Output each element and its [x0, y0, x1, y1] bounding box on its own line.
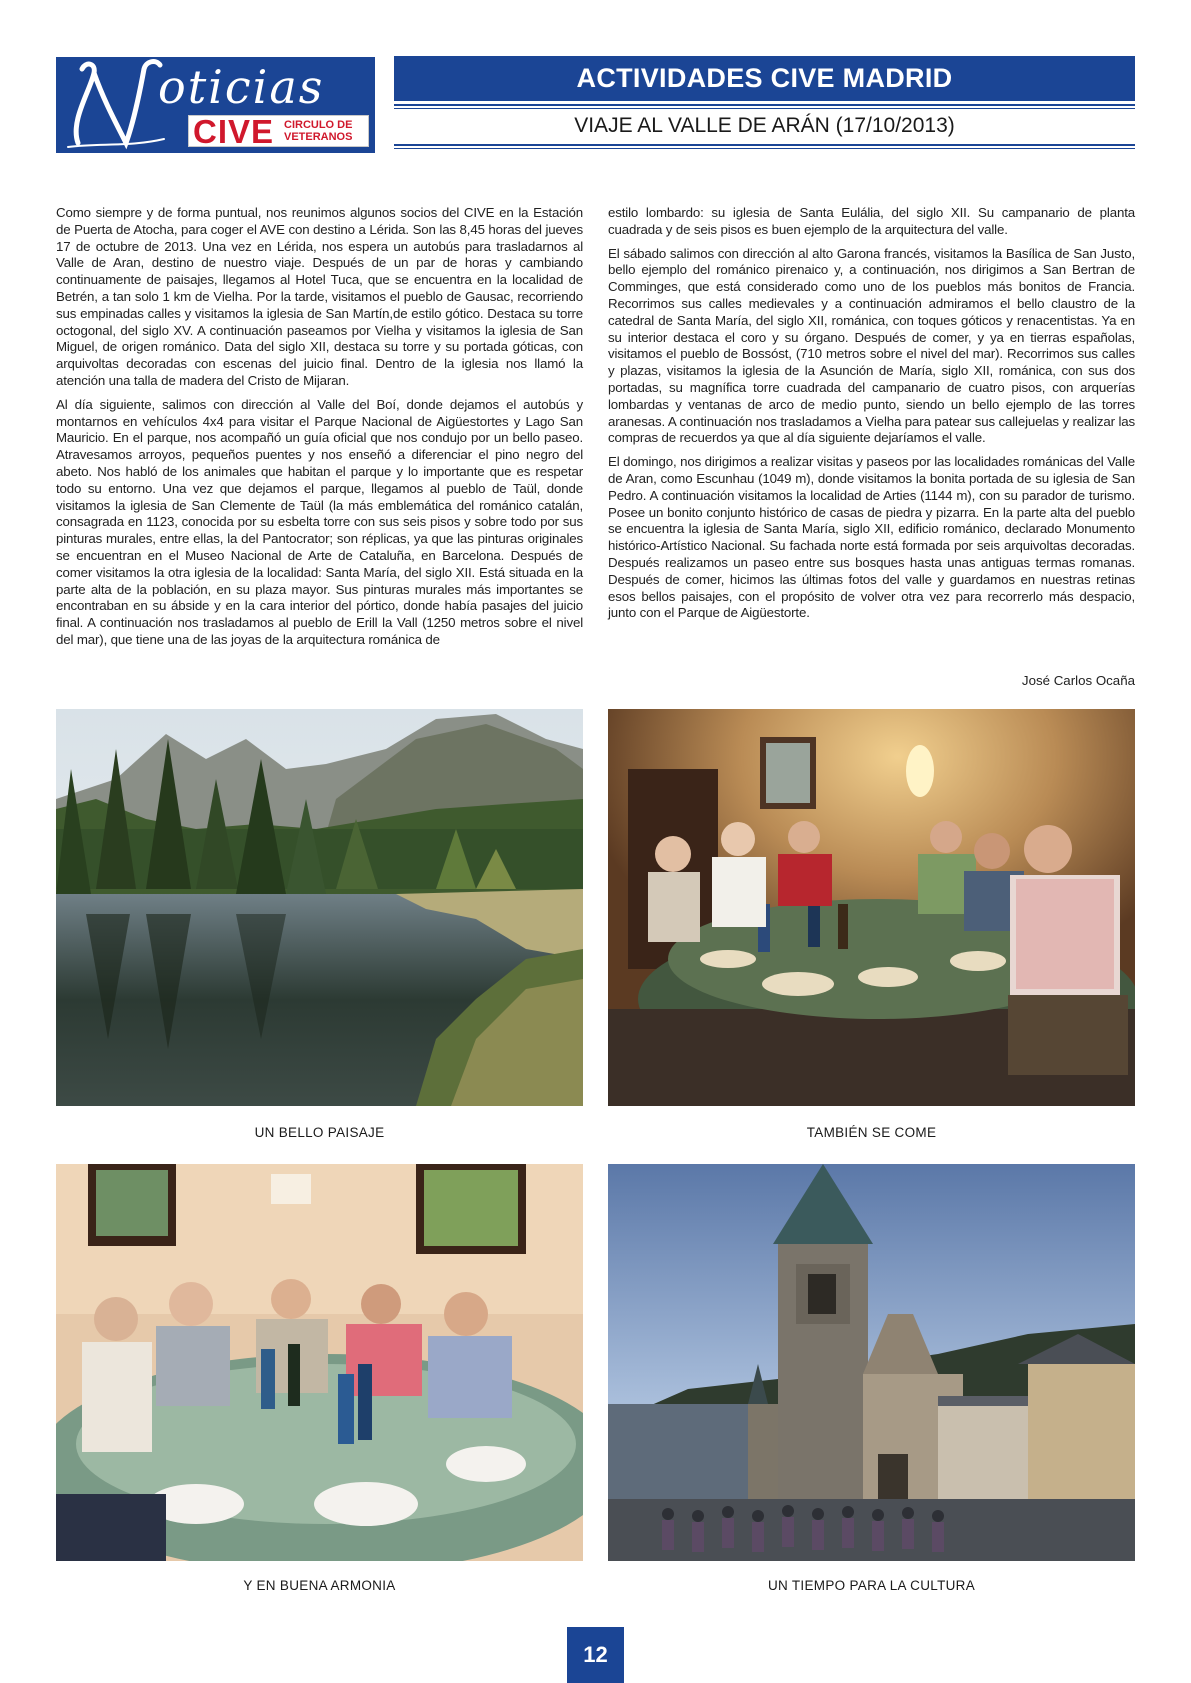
- photo-caption: TAMBIÉN SE COME: [806, 1125, 937, 1140]
- photo-landscape: [56, 709, 583, 1106]
- article-paragraph: estilo lombardo: su iglesia de Santa Eulália, del siglo XII. Su campanario de planta cuadrada y de seis pisos es buen ejemplo de la arquitectura del valle.: [608, 205, 1135, 237]
- photo-church: [608, 1164, 1135, 1561]
- article-column-left: [56, 205, 583, 656]
- logo-brand: CIVE: [193, 113, 275, 150]
- page-number: 12: [567, 1627, 624, 1683]
- photo-caption: UN BELLO PAISAJE: [254, 1125, 385, 1140]
- article-author: José Carlos Ocaña: [1021, 673, 1135, 688]
- header-rule: [394, 144, 1135, 146]
- article-paragraph: Al día siguiente, salimos con dirección al Valle del Boí, donde dejamos el autobús y montarnos en vehículos 4x4 para visitar el Parque Nacional de Aigüestortes y Lago San Mauricio. En el parque, nos acompañó un guía oficial que nos condujo por un bello paseo. Atravesamos arroyos, pequeños puentes y nos enseñó a diferenciar el pino negro del abeto. Nos habló de los animales que habitan el parque y lo importante que es respetar todo su entorno. Una vez que dejamos el parque, llegamos al pueblo de Taül, donde visitamos la iglesia de San Clemente de Taül (la más emblemática del románico catalán, consagrada en 1123, conocida por su esbelta torre con sus seis pisos y sobre todo por sus pinturas murales, entre ellas, la del Pantocrator; son réplicas, ya que las pinturas originales se encuentran en el Museo Nacional de Arte de Cataluña, en Barcelona. Después de comer visitamos la otra iglesia de la localidad: Santa María, del siglo XII. Está situada en la parte alta de la población, en su plaza mayor. Sus pinturas murales más importantes se encontraban en su ábside y en la cara interior del pórtico, donde había pasajes del juicio final. A continuación nos trasladamos al pueblo de Erill la Vall (1250 metros sobre el nivel del mar), que tiene una de las joyas de la arquitectura románica de: [56, 396, 583, 647]
- header-rule: [394, 104, 1135, 106]
- photo-dinner: [608, 709, 1135, 1106]
- photo-caption: UN TIEMPO PARA LA CULTURA: [767, 1578, 976, 1593]
- logo-subtitle: [284, 119, 368, 143]
- logo-subtitle-line2: VETERANOS: [284, 131, 353, 143]
- article-title: VIAJE AL VALLE DE ARÁN (17/10/2013): [574, 114, 955, 137]
- photo-group-dinner: [56, 1164, 583, 1561]
- header-rule: [394, 148, 1135, 149]
- noticias-cive-logo: [56, 57, 375, 153]
- article-column-right: [608, 205, 1135, 629]
- article-paragraph: Como siempre y de forma puntual, nos reunimos algunos socios del CIVE en la Estación de Puerta de Atocha, para coger el AVE con destino a Lérida. Son las 8,45 horas del jueves 17 de octubre de 2013. Una vez en Lérida, nos espera un autobús para trasladarnos al Valle de Aran, destino de nuestro viaje. Después de un par de horas y cambiando continuamente de paisajes, llegamos al Hotel Tuca, que se encuentra en la localidad de Betrén, a tan solo 1 km de Vielha. Por la tarde, visitamos el pueblo de Gausac, recorriendo sus empinadas calles y visitamos la iglesia de San Martín,de estilo gótico. Destaca su torre octogonal, del siglo XV. A continuación paseamos por Vielha y visitamos la iglesia de San Miguel, de origen románico. Data del siglo XII, destaca su torre y su portada góticas, con arquivoltas decoradas con escenas del juicio final. Dentro de la iglesia nos llamó la atención una talla de madera del Cristo de Mijaran.: [56, 205, 583, 388]
- article-paragraph: El domingo, nos dirigimos a realizar visitas y paseos por las localidades románicas del Valle de Aran, como Escunhau (1049 m), donde visitamos la bonita portada de su iglesia de San Pedro. A continuación visitamos la localidad de Arties (1144 m), con su parador de turismo. Posee un bonito conjunto histórico de casas de piedra y pizarra. En la parte alta del pueblo se encuentra la iglesia de Santa María, siglo XII, edificio románico, declarado Monumento histórico-Artístico Nacional. Su fachada norte está formada por seis arquivoltas decoradas. Después realizamos un paseo entre sus bosques hasta unas antiguas termas romanas. Después de comer, hicimos las últimas fotos del valle y guardamos en nuestras retinas esos bellos paisajes, con el propósito de volver otra vez para recorrerlo más despacio, junto con el Parque de Aigüestorte.: [608, 454, 1135, 621]
- article-paragraph: El sábado salimos con dirección al alto Garona francés, visitamos la Basílica de San Justo, bello ejemplo del románico pirenaico y, a continuación, nos dirigimos a San Bertran de Comminges, que está considerado como uno de los pueblos más bonitos de Francia. Recorrimos sus calles medievales y a continuación admiramos el bello claustro de la catedral de Santa María, del siglo XII, románica, con toques góticos y renacentistas. Ya en su interior destaca el coro y su órgano. Después de comer, y ya en tierras españolas, visitamos el pueblo de Bossóst, (710 metros sobre el nivel del mar). Recorrimos sus calles y plazas, visitamos la iglesia de la Asunción de María, siglo XII, románica, con sus dos portadas, su magnífica torre cuadrada del campanario de cuatro pisos, con arquerías lombardas y ventanas de arco de medio punto, siendo un bello ejemplo de las torres aranesas. A continuación nos trasladamos a Vielha para patear sus callejuelas y realizar las compras de recuerdos ya que al día siguiente dejaríamos el valle.: [608, 245, 1136, 446]
- noticias-n-swash-icon: [60, 57, 170, 153]
- section-title: ACTIVIDADES CIVE MADRID: [394, 56, 1135, 101]
- logo-subtitle-line1: CIRCULO DE: [284, 119, 353, 131]
- logo-brand-box: [188, 113, 369, 150]
- logo-word: oticias: [158, 60, 325, 114]
- photo-caption: Y EN BUENA ARMONIA: [243, 1578, 396, 1593]
- header-rule: [394, 108, 1135, 109]
